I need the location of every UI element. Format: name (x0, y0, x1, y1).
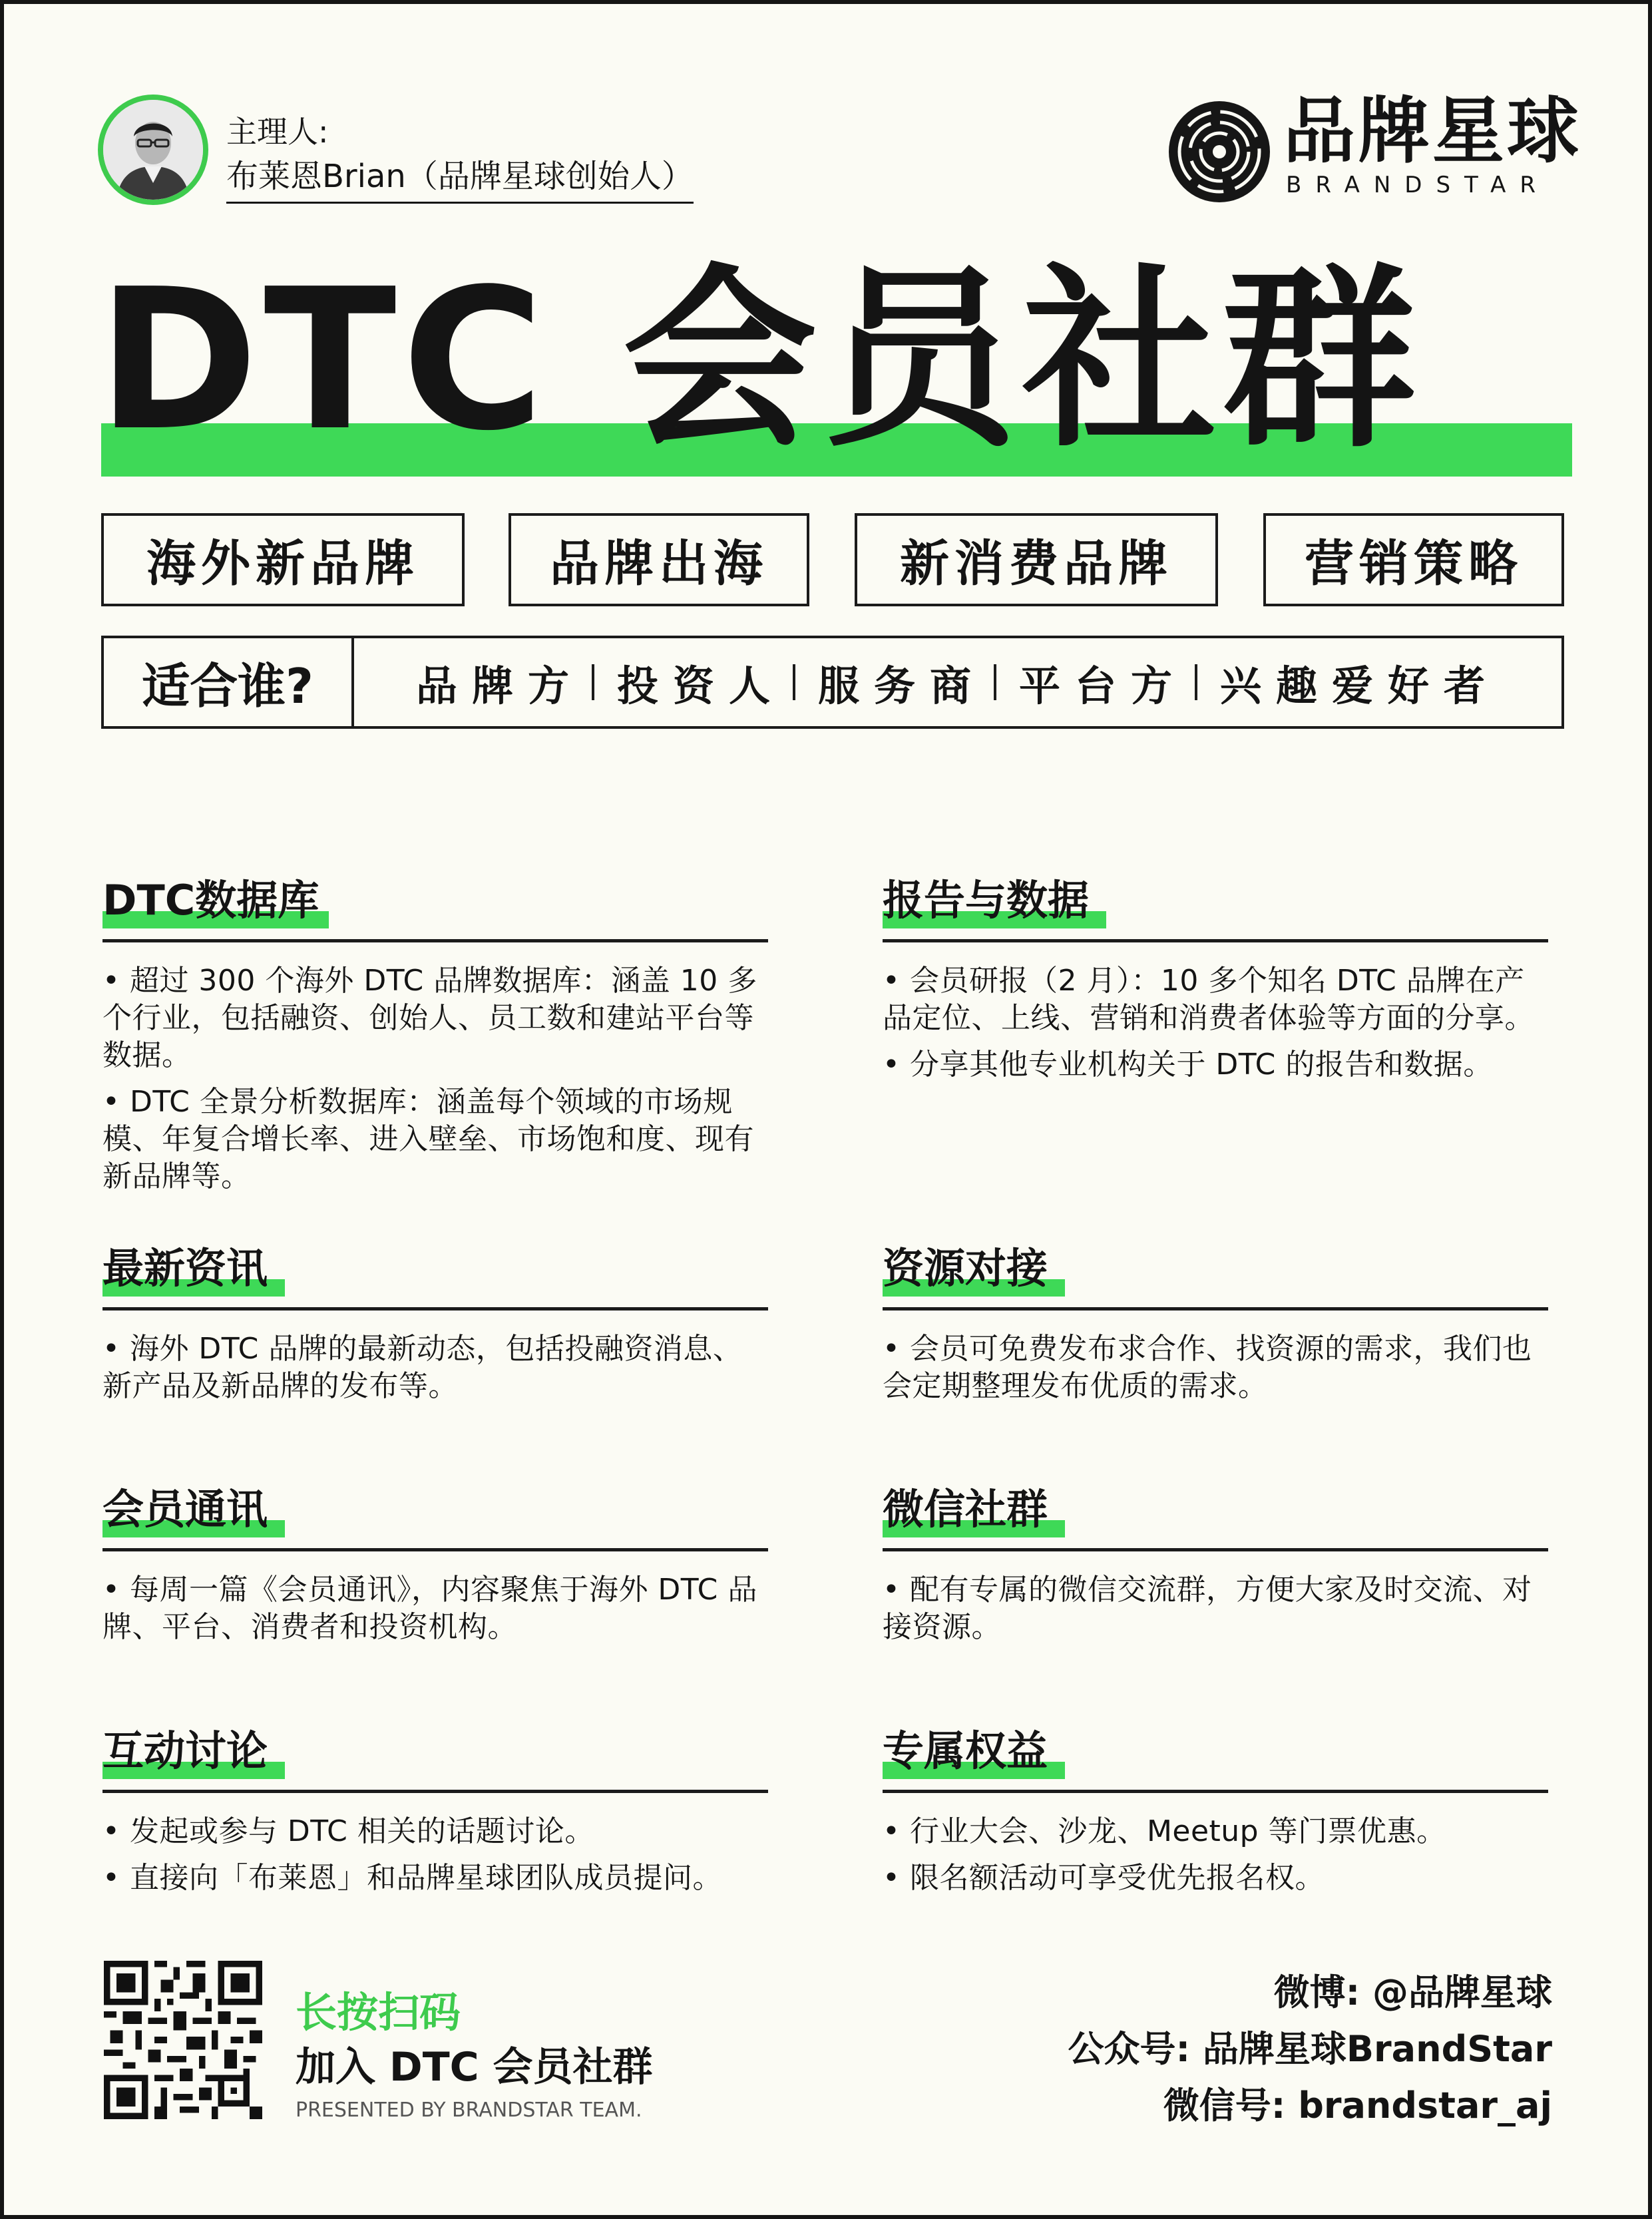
section-item: • 会员可免费发布求合作、找资源的需求，我们也会定期整理发布优质的需求。 (883, 1332, 1532, 1403)
section-body (103, 1311, 768, 1405)
section-resource-matching (883, 1241, 1548, 1414)
section-item: • 配有专属的微信交流群，方便大家及时交流、对接资源。 (883, 1573, 1532, 1644)
section-title: DTC数据库 (103, 876, 319, 924)
avatar-photo (103, 100, 203, 200)
qr-code[interactable] (104, 1961, 262, 2119)
section-title: 互动讨论 (103, 1726, 268, 1775)
section-header (103, 1723, 768, 1793)
section-item: • 会员研报（2 月）：10 多个知名 DTC 品牌在产品定位、上线、营销和消费者体验等方面的分享。 (883, 964, 1534, 1035)
section-title: 专属权益 (883, 1726, 1048, 1775)
section-body (883, 1551, 1548, 1646)
audience-list (354, 653, 1561, 712)
contact-weibo: 微博: @品牌星球 (1273, 1971, 1552, 2013)
audience-box (101, 636, 1564, 729)
section-header (883, 1482, 1548, 1551)
section-item: • 限名额活动可享受优先报名权。 (883, 1861, 1325, 1895)
section-body (103, 1793, 768, 1897)
audience-item: 品牌方 (415, 661, 584, 710)
section-interactive-discussion (103, 1723, 768, 1906)
section-body (103, 942, 768, 1195)
section-body (883, 1793, 1548, 1897)
section-header (883, 1241, 1548, 1311)
tag-new-consumer-brand: 新消费品牌 (855, 513, 1218, 606)
section-body (883, 942, 1548, 1084)
tag-brand-going-global: 品牌出海 (509, 513, 809, 606)
brand-logo-en: BRANDSTAR (1286, 172, 1550, 198)
section-item: • 直接向「布莱恩」和品牌星球团队成员提问。 (103, 1861, 722, 1895)
section-item: • 发起或参与 DTC 相关的话题讨论。 (103, 1814, 594, 1848)
section-header (883, 873, 1548, 942)
section-dtc-database (103, 873, 768, 1205)
section-exclusive-benefits (883, 1723, 1548, 1906)
section-header (103, 873, 768, 942)
audience-divider (994, 664, 996, 700)
section-header (103, 1241, 768, 1311)
section-wechat-group (883, 1482, 1548, 1655)
audience-divider (592, 664, 594, 700)
section-body (883, 1311, 1548, 1405)
section-item: • 每周一篇《会员通讯》，内容聚焦于海外 DTC 品牌、平台、消费者和投资机构。 (103, 1573, 757, 1644)
section-item: • 海外 DTC 品牌的最新动态，包括投融资消息、新产品及新品牌的发布等。 (103, 1332, 743, 1403)
brandstar-logo-icon (1166, 99, 1273, 205)
section-title: 最新资讯 (103, 1244, 268, 1293)
host-name: 布莱恩Brian（品牌星球创始人） (226, 150, 694, 204)
audience-item: 服务商 (817, 661, 986, 710)
brand-logo-cn: 品牌星球 (1283, 90, 1582, 173)
audience-question: 适合谁? (104, 638, 354, 726)
page-title: DTC 会员社群 (97, 247, 1422, 473)
avatar (98, 95, 208, 205)
section-header (883, 1723, 1548, 1793)
join-prompt: 加入 DTC 会员社群 (296, 2044, 653, 2091)
section-reports-data (883, 873, 1548, 1093)
scan-prompt: 长按扫码 (296, 1988, 461, 2037)
section-item: • 行业大会、沙龙、Meetup 等门票优惠。 (883, 1814, 1446, 1848)
section-item: • 分享其他专业机构关于 DTC 的报告和数据。 (883, 1048, 1493, 1082)
audience-item: 兴趣爱好者 (1220, 661, 1500, 710)
audience-item: 平台方 (1019, 661, 1187, 710)
section-latest-news (103, 1241, 768, 1414)
section-item: • DTC 全景分析数据库：涵盖每个领域的市场规模、年复合增长率、进入壁垒、市场饱和度、现有新品牌等。 (103, 1085, 754, 1193)
host-label: 主理人: (226, 114, 329, 150)
audience-divider (793, 664, 795, 700)
section-body (103, 1551, 768, 1646)
section-title: 微信社群 (883, 1485, 1048, 1533)
section-header (103, 1482, 768, 1551)
presented-by: PRESENTED BY BRANDSTAR TEAM. (296, 2099, 642, 2122)
tag-overseas-new-brand: 海外新品牌 (101, 513, 465, 606)
audience-item: 投资人 (616, 661, 785, 710)
tag-marketing-strategy: 营销策略 (1263, 513, 1564, 606)
audience-divider (1195, 664, 1197, 700)
section-member-newsletter (103, 1482, 768, 1655)
section-title: 报告与数据 (883, 876, 1090, 924)
contact-official-account: 公众号: 品牌星球BrandStar (1068, 2028, 1552, 2070)
contact-wechat-id: 微信号: brandstar_aj (1163, 2085, 1552, 2126)
section-title: 资源对接 (883, 1244, 1048, 1293)
section-item: • 超过 300 个海外 DTC 品牌数据库：涵盖 10 多个行业，包括融资、创始人、员工数和建站平台等数据。 (103, 964, 757, 1072)
section-title: 会员通讯 (103, 1485, 268, 1533)
